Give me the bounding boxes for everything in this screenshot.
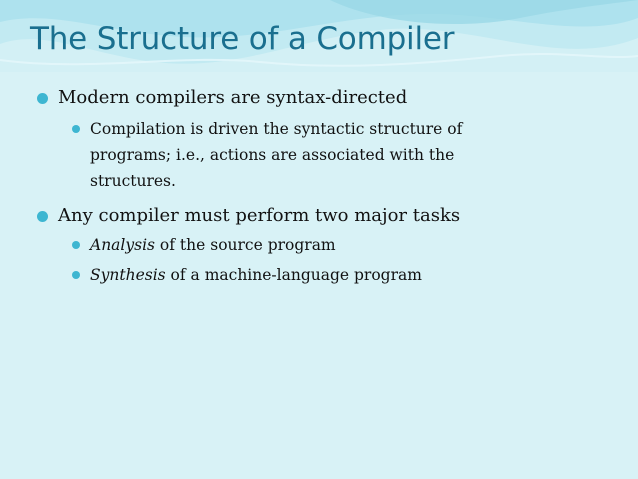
- bullet-dot-icon: [37, 211, 48, 222]
- sub-bullet-rest: of a machine-language program: [165, 266, 422, 284]
- bullet-text: Any compiler must perform two major tasks: [58, 205, 461, 226]
- sub-bullet-dot-icon: [72, 271, 80, 279]
- sub-bullet-text: Compilation is driven the syntactic structure of programs; i.e., actions are associated with the structures.: [90, 120, 463, 190]
- sub-bullet-dot-icon: [72, 125, 80, 133]
- bullet-text: Modern compilers are syntax-directed: [58, 87, 408, 108]
- sub-bullet-text: [90, 232, 638, 258]
- bullet-syntax-directed: [0, 86, 638, 110]
- sub-bullet-dot-icon: [72, 241, 80, 249]
- bullet-dot-icon: [37, 93, 48, 104]
- sub-bullet-rest: of the source program: [155, 236, 336, 254]
- bullet-two-major-tasks: [0, 204, 638, 228]
- emphasis-synthesis: Synthesis: [90, 266, 166, 284]
- sub-bullet-synthesis: [0, 262, 638, 288]
- slide-body: [0, 86, 638, 288]
- sub-bullet-analysis: [0, 232, 638, 258]
- sub-bullet-compilation-driven: [0, 116, 638, 194]
- sub-bullet-text: [90, 262, 638, 288]
- emphasis-analysis: Analysis: [90, 236, 155, 254]
- slide-title: The Structure of a Compiler: [30, 21, 455, 57]
